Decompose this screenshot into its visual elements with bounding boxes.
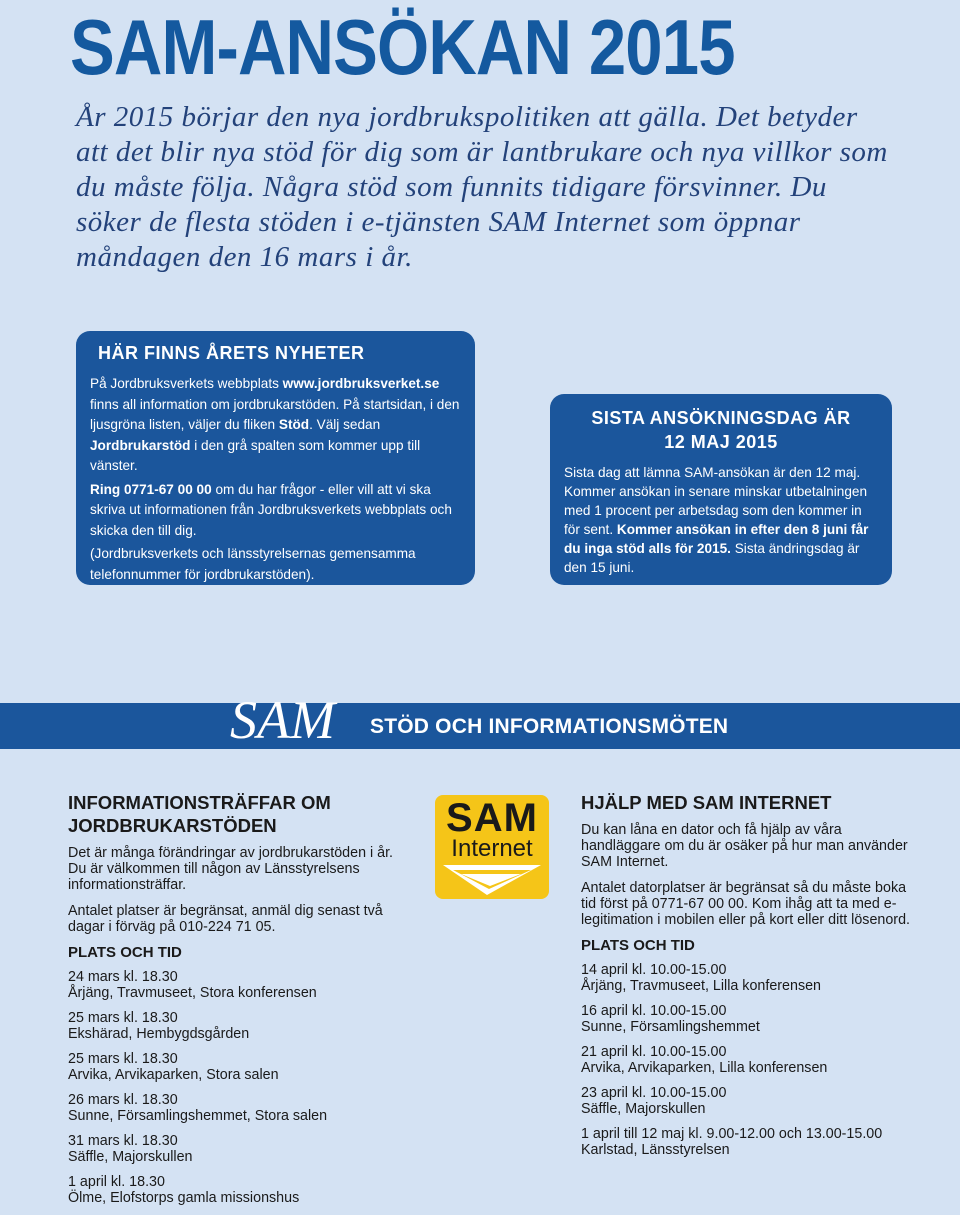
swoosh-icon	[435, 861, 549, 899]
sam-help-booking: Antalet datorplatser är begränsat så du måste boka tid först på 0771-67 00 00. Kom ihåg att ta med e-legitimation i mobilen eller på kort eller ditt lösenord.	[581, 880, 910, 928]
entry-place: Karlstad, Länsstyrelsen	[581, 1142, 730, 1158]
entry-date: 16 april kl. 10.00-15.00	[581, 1003, 727, 1019]
page-title: SAM-ANSÖKAN 2015	[70, 3, 735, 91]
news-box-phone-paragraph	[90, 480, 461, 542]
entry-date: 1 april kl. 18.30	[68, 1174, 165, 1190]
intro-text: År 2015 börjar den nya jordbrukspolitiken att gälla. Det betyder att det blir nya stöd för dig som är lantbrukare och nya villkor som du måste följa. Några stöd som funnits tidigare försvinner. Du söker de flesta stöden i e-tjänsten SAM Internet som öppnar måndagen den 16 mars i år.	[76, 101, 888, 273]
deadline-heading-line2: 12 MAJ 2015	[664, 432, 778, 452]
news-box	[76, 331, 475, 585]
banner-title: STÖD OCH INFORMATIONSMÖTEN	[370, 715, 729, 738]
list-item	[68, 1010, 398, 1042]
entry-date: 31 mars kl. 18.30	[68, 1133, 178, 1149]
list-item	[68, 1174, 398, 1206]
sam-help-heading: HJÄLP MED SAM INTERNET	[581, 792, 832, 813]
info-meetings-subheading: PLATS OCH TID	[68, 944, 182, 961]
list-item	[581, 1126, 911, 1158]
deadline-box	[550, 394, 892, 585]
deadline-text	[564, 463, 878, 577]
entry-place: Sunne, Församlingshemmet	[581, 1019, 760, 1035]
list-item	[581, 1085, 911, 1117]
entry-place: Ölme, Elofstorps gamla missionshus	[68, 1190, 300, 1206]
menu-item-name: Jordbrukarstöd	[90, 437, 191, 453]
deadline-heading-line1: SISTA ANSÖKNINGSDAG ÄR	[591, 408, 851, 428]
text: finns all information om jordbrukarstöden. På startsidan, i den ljusgröna listen, väljer du fliken	[90, 396, 460, 432]
entry-place: Säffle, Majorskullen	[581, 1101, 706, 1117]
entry-place: Ekshärad, Hembygdsgården	[68, 1026, 250, 1042]
logo-sam-text: SAM	[446, 796, 538, 840]
list-item	[581, 1044, 911, 1076]
text: . Välj sedan	[309, 417, 381, 432]
list-item	[68, 1051, 398, 1083]
news-box-note: (Jordbruksverkets och länsstyrelsernas gemensamma telefonnummer för jordbrukarstöden).	[90, 546, 416, 582]
list-item	[581, 1003, 911, 1035]
list-item	[68, 969, 398, 1001]
list-item	[68, 1133, 398, 1165]
sam-internet-logo	[435, 795, 549, 899]
info-meetings-heading: INFORMATIONSTRÄFFAR OM JORDBRUKARSTÖDEN	[68, 792, 331, 836]
sam-help-subheading: PLATS OCH TID	[581, 937, 695, 954]
info-meetings-intro: Det är många förändringar av jordbrukarstöden i år. Du är välkommen till någon av Länsstyrelsens informationsträffar.	[68, 845, 394, 893]
deadline-warning: Kommer ansökan in efter den 8 juni får du inga stöd alls för 2015.	[564, 522, 869, 556]
list-item	[581, 962, 911, 994]
website-link[interactable]: www.jordbruksverket.se	[282, 376, 440, 391]
entry-place: Säffle, Majorskullen	[68, 1149, 193, 1165]
list-item	[68, 1092, 398, 1124]
info-meetings-registration: Antalet platser är begränsat, anmäl dig senast två dagar i förväg på 010-224 71 05.	[68, 903, 383, 935]
phone-number: Ring 0771-67 00 00	[90, 481, 212, 497]
text: Sista ändringsdag är den 15 juni.	[564, 541, 860, 575]
entry-date: 25 mars kl. 18.30	[68, 1051, 178, 1067]
logo-internet-text: Internet	[451, 835, 533, 862]
text: På Jordbruksverkets webbplats	[90, 376, 283, 391]
entry-date: 24 mars kl. 18.30	[68, 969, 178, 985]
text: Sista dag att lämna SAM-ansökan är den 12 maj. Kommer ansökan in senare minskar utbetalningen med 1 procent per arbetsdag som den kommer in för sent.	[564, 465, 868, 537]
news-box-paragraph	[90, 374, 461, 477]
entry-date: 23 april kl. 10.00-15.00	[581, 1085, 727, 1101]
entry-date: 26 mars kl. 18.30	[68, 1092, 178, 1108]
entry-place: Årjäng, Travmuseet, Lilla konferensen	[581, 978, 821, 994]
entry-date: 25 mars kl. 18.30	[68, 1010, 178, 1026]
section-banner	[0, 690, 960, 750]
entry-place: Arvika, Arvikaparken, Stora salen	[68, 1067, 279, 1083]
sam-logo: SAM	[230, 690, 335, 750]
sam-help-column	[581, 791, 911, 1167]
news-box-heading: HÄR FINNS ÅRETS NYHETER	[98, 343, 365, 363]
entry-place: Sunne, Församlingshemmet, Stora salen	[68, 1108, 328, 1124]
text: i den grå spalten som kommer upp till vänster.	[90, 437, 421, 473]
info-meetings-column	[68, 791, 398, 1215]
text: om du har frågor - eller vill att vi ska skriva ut informationen från Jordbruksverkets webbplats och skicka den till dig.	[90, 481, 452, 538]
entry-place: Årjäng, Travmuseet, Stora konferensen	[68, 985, 317, 1001]
sam-help-intro: Du kan låna en dator och få hjälp av våra handläggare om du är osäker på hur man använder SAM Internet.	[581, 822, 908, 870]
tab-name: Stöd	[278, 417, 310, 432]
entry-place: Arvika, Arvikaparken, Lilla konferensen	[581, 1060, 828, 1076]
entry-date: 21 april kl. 10.00-15.00	[581, 1044, 727, 1060]
entry-date: 1 april till 12 maj kl. 9.00-12.00 och 13.00-15.00	[581, 1126, 883, 1142]
entry-date: 14 april kl. 10.00-15.00	[581, 962, 727, 978]
deadline-heading	[564, 394, 878, 454]
